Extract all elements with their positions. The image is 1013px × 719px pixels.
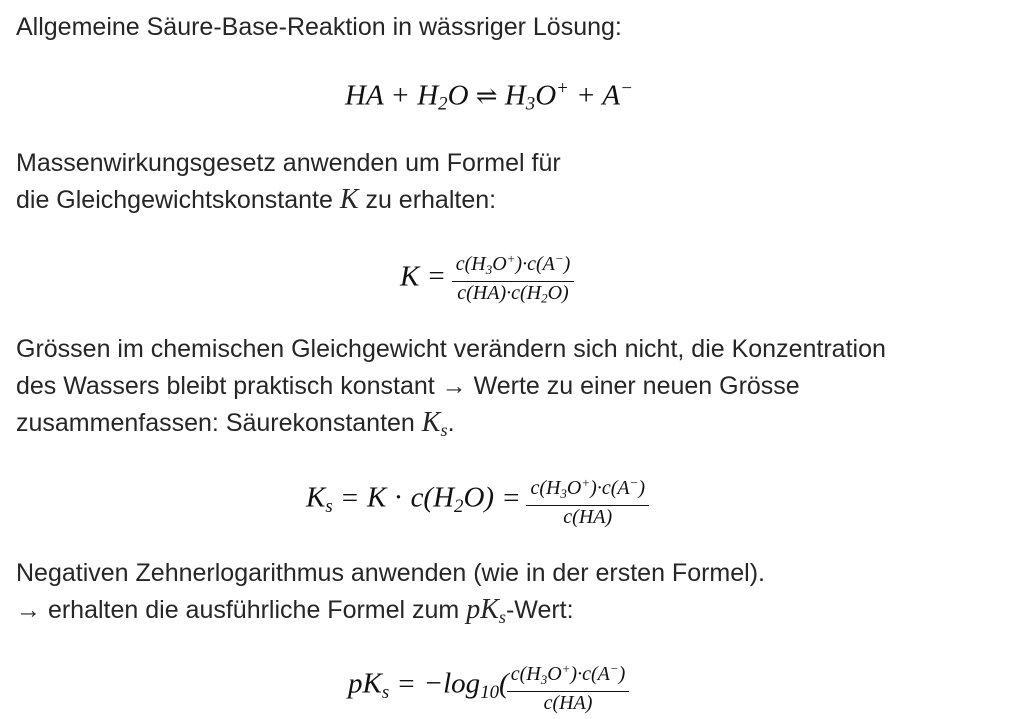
ks-text-pre: des Wassers bleibt praktisch konstant bbox=[16, 372, 435, 400]
pks-text-post: -Wert: bbox=[505, 596, 574, 624]
pks-text-line-1: Negativen Zehnerlogarithmus anwenden (wie in der ersten Formel). bbox=[16, 559, 765, 587]
pks-text-pre: erhalten die ausführliche Formel zum bbox=[47, 596, 460, 624]
right-arrow-icon: → bbox=[441, 372, 467, 400]
mwg-text-pre: die Gleichgewichtskonstante bbox=[16, 186, 333, 214]
pks-text-line-2 bbox=[16, 592, 574, 636]
ks-text-line-2 bbox=[16, 368, 800, 405]
pks-symbol: $pK_s$ bbox=[466, 594, 506, 628]
ks-text-post: Werte zu einer neuen Grösse bbox=[473, 372, 800, 400]
ks-text-line-3: zusammenfassen: Säurekonstanten $K_s$. bbox=[16, 407, 455, 441]
ks-equation: $K_s = K \cdot c(H_2O)$ = $\frac{c(H_3O^+)\cdot c(A^-)}{c(HA)}$ bbox=[306, 472, 647, 528]
right-arrow-icon: → bbox=[16, 596, 41, 624]
ks-text-line-3-pre: zusammenfassen: Säurekonstanten bbox=[16, 409, 415, 437]
mwg-text-post: zu erhalten: bbox=[365, 186, 497, 214]
ks-symbol: $K_s$ bbox=[421, 407, 448, 441]
mwg-text-line-1: Massenwirkungsgesetz anwenden um Formel für bbox=[16, 149, 561, 177]
pks-equation: $pK_s = -\log_{10}$( $\frac{c(H_3O^+)\cdot c(A^-)}{c(HA)}$ bbox=[348, 658, 627, 714]
k-symbol: K bbox=[339, 184, 359, 215]
mwg-text-line-2 bbox=[16, 182, 496, 219]
k-equation: K = $\frac{c(H_3O^+)\cdot c(A^-)}{c(HA)\cdot c(H_2O)}$ bbox=[400, 248, 572, 309]
reaction-equation: HA + $H_2O$ ⇌ $H_3O^+ + A^-$ bbox=[345, 78, 633, 115]
intro-text: Allgemeine Säure-Base-Reaktion in wässriger Lösung: bbox=[16, 13, 622, 41]
ks-text-line-1: Grössen im chemischen Gleichgewicht verändern sich nicht, die Konzentration bbox=[16, 335, 886, 363]
